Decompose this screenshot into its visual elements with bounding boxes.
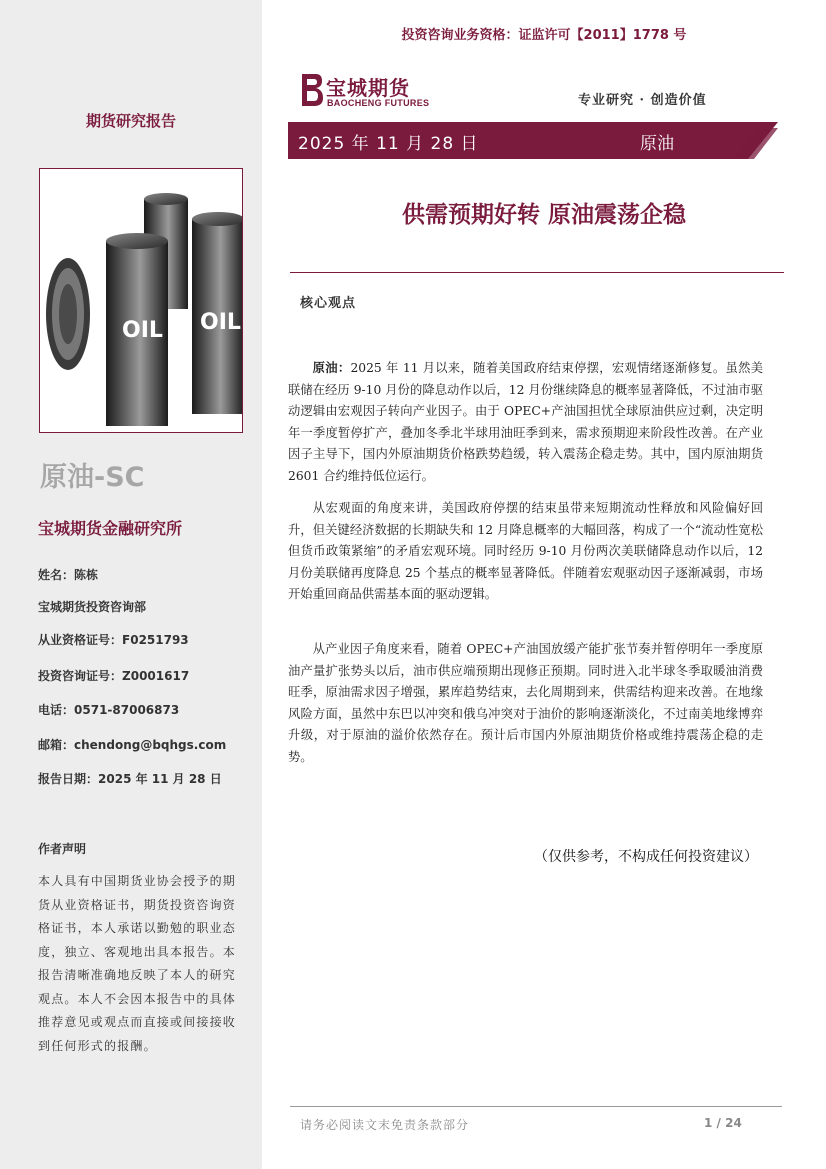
barrel-label: OIL: [200, 310, 241, 335]
report-type: 期货研究报告: [85, 112, 176, 130]
banner-product: 原油: [640, 134, 674, 154]
core-title: 核心观点: [300, 296, 357, 311]
paragraph: 原油：2025 年 11 月以来，随着美国政府结束停摆，宏观情绪逐渐修复。虽然美联储在经历 9-10 月份的降息动作以后，12 月份继续降息的概率显著降低，不过油市驱动逻辑由宏观因子转向产业因子。由于 OPEC+产油国担忧全球原油供应过剩，决定明年一季度暂停扩产，叠加冬季北半球用油旺季到来，需求预期迎来阶段性改善。在产业因子主导下，国内外原油期货价格跌势趋缓，转入震荡企稳走势。其中，国内原油期货 2601 合约维持低位运行。: [288, 360, 763, 483]
baocheng-logo-icon: [298, 72, 324, 108]
declaration-text: 本人具有中国期货业协会授予的期货从业资格证书，期货投资咨询资格证书，本人承诺以勤勉的职业态度，独立、客观地出具本报告。本报告清晰准确地反映了本人的研究观点。本人不会因本报告中的具体推荐意见或观点而直接或间接接收到任何形式的报酬。: [38, 874, 237, 1053]
report-headline: 供需预期好转 原油震荡企稳: [401, 202, 686, 228]
author-name: 姓名：陈栋: [38, 568, 99, 582]
slogan: 专业研究 · 创造价值: [578, 93, 707, 108]
footer-note: 请务必阅读文末免责条款部分: [300, 1118, 470, 1132]
company-logo: [298, 72, 438, 114]
email: 邮箱：chendong@bqhgs.com: [38, 738, 227, 752]
product-name: 原油-SC: [40, 462, 145, 493]
footer-divider: [290, 1106, 782, 1107]
oil-barrels-image: [39, 168, 243, 433]
disclaimer: （仅供参考，不构成任何投资建议）: [534, 849, 758, 865]
qualification-number: 从业资格证号：F0251793: [38, 633, 189, 647]
logo-text-cn: 宝城期货: [326, 76, 410, 100]
declaration-title: 作者声明: [38, 842, 87, 856]
department: 宝城期货投资咨询部: [38, 600, 147, 614]
paragraph: 从宏观面的角度来讲，美国政府停摆的结束虽带来短期流动性释放和风险偏好回升，但关键经济数据的长期缺失和 12 月降息概率的大幅回落，构成了一个“流动性宽松但货币政策紧缩”的矛盾宏观环境。同时经历 9-10 月份两次美联储降息动作以后，12 月份美联储再度降息 25 个基点的概率显著降低。伴随着宏观驱动因子逐渐减弱，市场开始重回商品供需基本面的驱动逻辑。: [288, 501, 763, 601]
banner-date: 2025 年 11 月 28 日: [298, 134, 479, 154]
page-number: 1 / 24: [704, 1116, 742, 1130]
sidebar: [0, 0, 262, 1169]
phone: 电话：0571-87006873: [38, 703, 180, 717]
report-date: 报告日期：2025 年 11 月 28 日: [38, 772, 222, 786]
oil-barrels-illustration: [40, 169, 242, 432]
logo-text-en: BAOCHENG FUTURES: [327, 98, 430, 108]
license-line: 投资咨询业务资格：证监许可【2011】1778 号: [401, 28, 687, 43]
divider: [290, 272, 784, 273]
institute-name: 宝城期货金融研究所: [38, 519, 183, 538]
consulting-number: 投资咨询证号：Z0001617: [38, 669, 190, 683]
paragraph: 从产业因子角度来看，随着 OPEC+产油国放缓产能扩张节奏并暂停明年一季度原油产量扩张势头以后，油市供应端预期出现修正预期。同时进入北半球冬季取暖油消费旺季，原油需求因子增强，累库趋势结束，去化周期到来，供需结构迎来改善。在地缘风险方面，虽然中东巴以冲突和俄乌冲突对于油价的影响逐渐淡化，不过南美地缘博弈升级，对于原油的溢价依然存在。预计后市国内外原油期货价格或维持震荡企稳的走势。: [288, 642, 763, 764]
barrel-label: OIL: [122, 318, 163, 343]
